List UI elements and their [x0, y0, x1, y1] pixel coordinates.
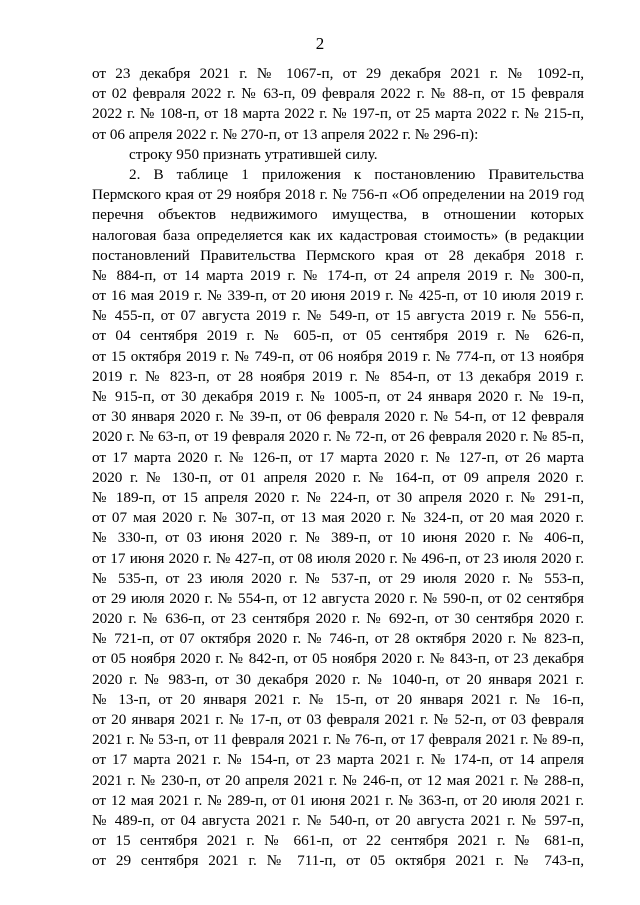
text-line: от 29 сентября 2021 г. № 711-п, от 05 октября 2021 г. № 743-п, [92, 852, 584, 870]
text-line: 2. В таблице 1 приложения к постановлению Правительства [129, 165, 584, 183]
text-line: № 915-п, от 30 декабря 2019 г. № 1005-п, от 24 января 2020 г. № 19-п, [92, 388, 584, 405]
text-line: № 13-п, от 20 января 2021 г. № 15-п, от 20 января 2021 г. № 16-п, [92, 690, 584, 708]
text-line: 2020 г. № 63-п, от 19 февраля 2020 г. № 72-п, от 26 февраля 2020 г. № 85-п, [92, 428, 584, 446]
text-line: от 23 декабря 2021 г. № 1067-п, от 29 декабря 2021 г. № 1092-п, [92, 65, 584, 82]
text-line: от 20 января 2021 г. № 17-п, от 03 февраля 2021 г. № 52-п, от 03 февраля [92, 711, 584, 728]
text-line: № 330-п, от 03 июня 2020 г. № 389-п, от 10 июня 2020 г. № 406-п, [92, 529, 584, 547]
text-line: № 189-п, от 15 апреля 2020 г. № 224-п, от 30 апреля 2020 г. № 291-п, [92, 488, 584, 506]
page-number: 2 [315, 34, 325, 53]
document-body [92, 64, 584, 872]
text-line: постановлений Правительства Пермского края от 28 декабря 2018 г. [92, 246, 584, 264]
text-line: № 535-п, от 23 июля 2020 г. № 537-п, от 29 июля 2020 г. № 553-п, [92, 569, 584, 587]
text-line: перечня объектов недвижимого имущества, в отношении которых [92, 206, 584, 224]
text-line: 2021 г. № 53-п, от 11 февраля 2021 г. № 76-п, от 17 февраля 2021 г. № 89-п, [92, 731, 584, 749]
text-line: от 16 мая 2019 г. № 339-п, от 20 июня 2019 г. № 425-п, от 10 июля 2019 г. [92, 287, 584, 305]
text-line: от 07 мая 2020 г. № 307-п, от 13 мая 2020 г. № 324-п, от 20 мая 2020 г. [92, 509, 584, 527]
text-line: 2020 г. № 983-п, от 30 декабря 2020 г. № 1040-п, от 20 января 2021 г. [92, 670, 584, 688]
text-line: № 721-п, от 07 октября 2020 г. № 746-п, от 28 октября 2020 г. № 823-п, [92, 630, 584, 648]
text-line: от 02 февраля 2022 г. № 63-п, 09 февраля 2022 г. № 88-п, от 15 февраля [92, 85, 584, 103]
text-line: налоговая база определяется как их кадастровая стоимость» (в редакции [92, 226, 584, 244]
text-line: от 12 мая 2021 г. № 289-п, от 01 июня 2021 г. № 363-п, от 20 июля 2021 г. [92, 791, 584, 809]
text-line: от 17 марта 2020 г. № 126-п, от 17 марта 2020 г. № 127-п, от 26 марта [92, 448, 584, 466]
text-line: 2021 г. № 230-п, от 20 апреля 2021 г. № 246-п, от 12 мая 2021 г. № 288-п, [92, 771, 584, 789]
text-line: от 17 июня 2020 г. № 427-п, от 08 июля 2020 г. № 496-п, от 23 июля 2020 г. [92, 549, 584, 567]
text-line: от 15 сентября 2021 г. № 661-п, от 22 сентября 2021 г. № 681-п, [92, 832, 584, 850]
text-line: от 04 сентября 2019 г. № 605-п, от 05 сентября 2019 г. № 626-п, [92, 327, 584, 345]
text-line: строку 950 признать утратившей силу. [129, 145, 378, 163]
text-line: 2020 г. № 130-п, от 01 апреля 2020 г. № 164-п, от 09 апреля 2020 г. [92, 468, 584, 486]
text-line: от 29 июля 2020 г. № 554-п, от 12 августа 2020 г. № 590-п, от 02 сентября [92, 589, 584, 607]
text-line: Пермского края от 29 ноября 2018 г. № 756-п «Об определении на 2019 год [92, 186, 584, 204]
text-line: 2020 г. № 636-п, от 23 сентября 2020 г. № 692-п, от 30 сентября 2020 г. [92, 610, 584, 628]
text-line: 2019 г. № 823-п, от 28 ноября 2019 г. № 854-п, от 13 декабря 2019 г. [92, 367, 584, 385]
text-line: от 06 апреля 2022 г. № 270-п, от 13 апреля 2022 г. № 296-п): [92, 125, 479, 143]
text-line: от 17 марта 2021 г. № 154-п, от 23 марта 2021 г. № 174-п, от 14 апреля [92, 751, 584, 769]
text-line: от 15 октября 2019 г. № 749-п, от 06 ноября 2019 г. № 774-п, от 13 ноября [92, 347, 584, 365]
text-line: от 05 ноября 2020 г. № 842-п, от 05 ноября 2020 г. № 843-п, от 23 декабря [92, 650, 584, 668]
text-line: № 489-п, от 04 августа 2021 г. № 540-п, от 20 августа 2021 г. № 597-п, [92, 811, 584, 829]
text-line: № 455-п, от 07 августа 2019 г. № 549-п, от 15 августа 2019 г. № 556-п, [92, 307, 584, 325]
text-line: № 884-п, от 14 марта 2019 г. № 174-п, от 24 апреля 2019 г. № 300-п, [92, 266, 584, 284]
text-line: 2022 г. № 108-п, от 18 марта 2022 г. № 197-п, от 25 марта 2022 г. № 215-п, [92, 105, 584, 123]
text-line: от 30 января 2020 г. № 39-п, от 06 февраля 2020 г. № 54-п, от 12 февраля [92, 408, 584, 426]
